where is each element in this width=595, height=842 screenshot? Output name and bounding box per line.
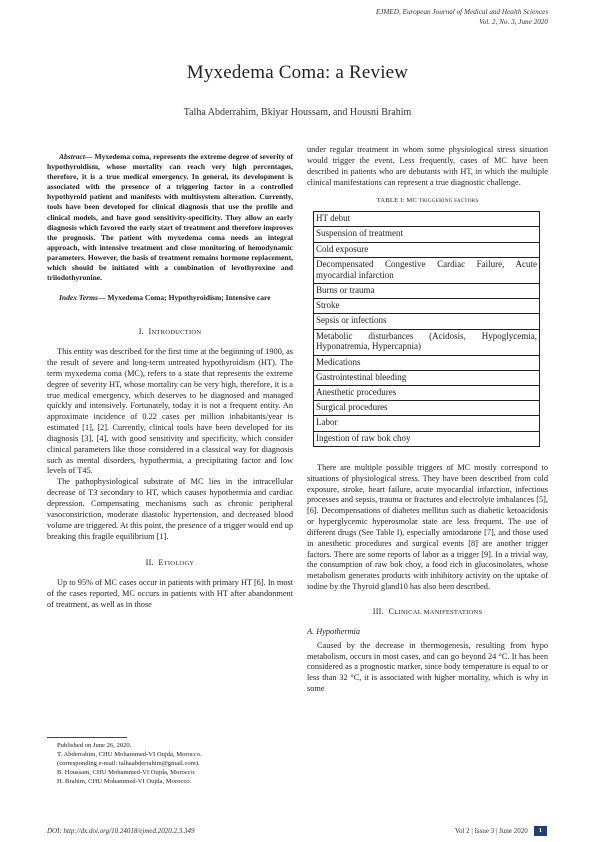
- table-row: [314, 386, 540, 401]
- doi-link[interactable]: DOI: http://dx.doi.org/10.24018/ejmed.2020.2.3.349: [47, 827, 195, 835]
- index-terms: [47, 293, 293, 303]
- right-column: [307, 145, 548, 695]
- abstract-text: Myxedema coma, represents the extreme degree of severity of hypothyroidism, whose mortality can reach very high percentages, therefore, it is a true medical emergency. In general, its development is associated with the presence of a triggering factor in a controlled hypothyroid patient and manifests with multisystem alteration. Currently, tools have been developed for clinical diagnosis that use the profile and clinical models, and have good sensitivity-specificity. They allow an early diagnosis which favored the early start of treatment and therefore improves the prognosis. The patient with myxedema coma needs an integral approach, with intensive treatment and close monitoring of hemodynamic parameters. However, the basis of treatment remains hormone replacement, which should be initiated with a combination of levothyroxine and triiodothyronine.: [47, 152, 293, 283]
- table-row: [314, 257, 540, 283]
- table-row: [314, 314, 540, 329]
- table-cell: Suspension of treatment: [314, 227, 540, 242]
- left-column: [47, 152, 293, 611]
- table-row: [314, 227, 540, 242]
- footnotes: [47, 737, 293, 786]
- table-cell: Stroke: [314, 299, 540, 314]
- table-cell: Burns or trauma: [314, 283, 540, 298]
- table-cell: Ingestion of raw bok choy: [314, 431, 540, 446]
- section-heading-etiology: II. ETIOLOGY: [145, 558, 195, 568]
- journal-volume: Vol. 2, No. 3, June 2020: [479, 17, 548, 26]
- section-heading-clinical-manifestations: III. CLINICAL MANIFESTATIONS: [372, 606, 483, 616]
- table-caption: TABLE I: MC TRIGGERING FACTORS: [376, 197, 479, 205]
- table-cell: Gastrointestinal bleeding: [314, 370, 540, 385]
- table-cell: Cold exposure: [314, 242, 540, 257]
- triggering-factors-table: [313, 211, 540, 447]
- etiology-paragraph: Up to 95% of MC cases occur in patients with primary HT [6]. In most of the cases reported, MC occurs in patients with HT after abandonment of treatment, as well as in those: [47, 578, 293, 609]
- table-row: [314, 431, 540, 446]
- table-row: [314, 299, 540, 314]
- etiology-paragraph: There are multiple possible triggers of MC mostly correspond to situations of physiological stress. They have been described from cold exposure, stroke, heart failure, acute myocardial infarction, infectious processes and sepsis, trauma or fractures and electrolyte imbalances [5], [6]. Decompensations of diabetes mellitus such as diabetic ketoacidosis or hyperglycemic hyperosmolar state are less frequent. The use of different drugs (See Table I), especially amiodarone [7], and those used in anesthetic procedures and surgical events [8] are another trigger factors. There are some reports of labor as a trigger [9]. In a trivial way, the consumption of raw bok choy, a food rich in glucosinolates, whose metabolism generates products with inhibitory activity on the uptake of iodine by the Thyroid gland10 has also been described.: [307, 462, 548, 592]
- footnote-contact: (corresponding e-mail: talhaabderrahim@gmail.com).: [57, 760, 200, 767]
- running-head: [376, 8, 548, 27]
- paper-title: Myxedema Coma: a Review: [186, 62, 409, 83]
- table-row: [314, 416, 540, 431]
- etiology-paragraph-continued: under regular treatment in whom some physiological stress situation would trigger the event. Less frequently, cases of MC have been described in patients who are debutants with HT, in which the multiple clinical manifestations can represent a true diagnostic challenge.: [307, 145, 548, 187]
- introduction-paragraph: This entity was described for the first time at the beginning of 1900, as the result of severe and long-term untreated hypothyroidism (HT). The term myxedema coma (MC), refers to a state that represents the extreme degree of severity HT, whose mortality can be very high, therefore, it is a true medical emergency, which deserves to be diagnosed and managed quickly and intensively. Fortunately, today it is not a frequent entity. An approximate incidence of 0.22 cases per million inhabitants/year is estimated [1], [2]. Currently, clinical tools have been developed for its diagnosis [3], [4], with good sensitivity and specificity, which consider clinical parameters like those considered in a classical way for diagnosis such as mental disorders, hypothermia, a precipitating factor and low levels of T45.: [47, 347, 293, 476]
- index-terms-text: — Myxedema Coma; Hypothyroidism; Intensive care: [97, 293, 271, 303]
- table-cell: Decompensated Congestive Cardiac Failure, Acute myocardial infarction: [314, 257, 540, 283]
- table-cell: HT debut: [314, 212, 540, 227]
- footnote-published: Published on June 26, 2020.: [57, 742, 132, 749]
- footer-issue: [455, 826, 547, 836]
- footnote-author: T. Abderrahim, CHU Mohammed-VI Oujda, Morocco.: [57, 751, 202, 758]
- table-cell: Medications: [314, 355, 540, 370]
- journal-name: EJMED, European Journal of Medical and Health Sciences: [375, 8, 548, 16]
- page-number: 1: [534, 826, 547, 836]
- hypothermia-paragraph: Caused by the decrease in thermogenesis, resulting from hypo metabolism, occurs in most cases, and can go beyond 24 °C. It has been considered as a prognostic marker, since body temperature is equal to or less than 32 °C, it is associated with higher mortality, which is why in some: [307, 640, 548, 694]
- index-terms-lead: Index Terms: [59, 293, 98, 303]
- table-cell: Surgical procedures: [314, 401, 540, 416]
- abstract: [47, 152, 293, 283]
- introduction-paragraph: The pathophysiological substrate of MC lies in the intracellular decrease of T3 secondary to HT, which causes hypothermia and cardiac depression. Compensating mechanisms such as chronic peripheral vasoconstriction, moderate diastolic hypertension, and decreased blood volume are triggered. At this point, the presence of a trigger would end up breaking this fragile equilibrium [1].: [47, 477, 293, 541]
- table-row: [314, 329, 540, 355]
- table-cell: Anesthetic procedures: [314, 386, 540, 401]
- issue-info: Vol 2 | Issue 3 | June 2020: [454, 827, 528, 835]
- table-row: [314, 212, 540, 227]
- table-row: [314, 355, 540, 370]
- table-row: [314, 370, 540, 385]
- table-cell: Sepsis or infections: [314, 314, 540, 329]
- table-row: [314, 401, 540, 416]
- table-row: [314, 242, 540, 257]
- subsection-heading-hypothermia: A. Hypothermia: [307, 626, 360, 636]
- footnote-rule: [47, 737, 127, 738]
- section-heading-introduction: I. INTRODUCTION: [138, 327, 202, 337]
- abstract-lead: Abstract—: [59, 152, 93, 161]
- table-row: [314, 283, 540, 298]
- footnote-author: B. Houssam, CHU Mohammed-VI Oujda, Morocco.: [57, 769, 196, 776]
- author-list: Talha Abderrahim, Bkiyar Houssam, and Housni Brahim: [183, 107, 412, 118]
- table-cell: Labor: [314, 416, 540, 431]
- footnote-author: H. Brahim, CHU Mohammed-VI Oujda, Morocco.: [57, 778, 192, 785]
- table-cell: Metabolic disturbances (Acidosis, Hypoglycemia, Hyponatremia, Hypercapnia): [314, 329, 540, 355]
